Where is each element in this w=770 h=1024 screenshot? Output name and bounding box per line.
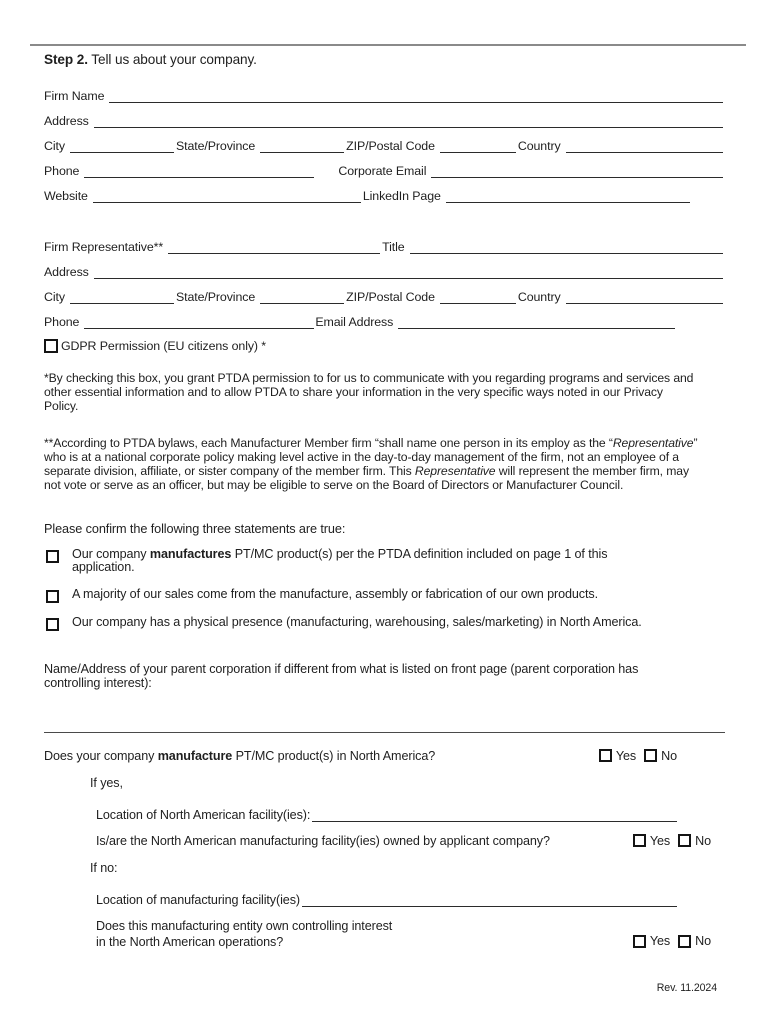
statement-1-text: Our company manufactures PT/MC product(s) per the PTDA definition included on page 1 of this application. — [72, 546, 608, 575]
na-facility-location-input-line[interactable] — [312, 807, 677, 822]
parent-corporation-text: Name/Address of your parent corporation if different from what is listed on front page (parent corporation has controlling interest): — [44, 662, 639, 690]
owned-yes-no-group — [633, 834, 711, 848]
statement-3-text: Our company has a physical presence (manufacturing, warehousing, sales/marketing) in North America. — [72, 615, 642, 630]
rep-state-input-line[interactable] — [260, 289, 344, 304]
owned-no-label: No — [695, 833, 711, 848]
firm-name-label: Firm Name — [44, 89, 105, 103]
gdpr-checkbox[interactable] — [44, 339, 58, 353]
step-heading — [44, 52, 725, 68]
statement-3-checkbox[interactable] — [46, 618, 59, 631]
gdpr-row — [44, 337, 725, 355]
statement-1-checkbox[interactable] — [46, 550, 59, 563]
statement-2-text: A majority of our sales come from the manufacture, assembly or fabrication of our own products. — [72, 587, 598, 602]
company-city-row — [44, 128, 725, 153]
rep-city-row — [44, 279, 725, 304]
na-facility-location-label: Location of North American facility(ies): — [96, 807, 311, 822]
manufacture-yes-label: Yes — [615, 748, 637, 763]
owned-yes-label: Yes — [649, 833, 671, 848]
rep-title-label: Title — [382, 240, 405, 254]
rep-address-label: Address — [44, 265, 89, 279]
controlling-question-text: Does this manufacturing entity own controlling interest in the North American operations? — [96, 918, 393, 950]
rep-phone-row — [44, 304, 725, 329]
mfg-facility-location-input-line[interactable] — [302, 892, 677, 907]
owned-question-row — [96, 834, 725, 848]
company-address-input-line[interactable] — [94, 113, 723, 128]
bylaws-footnote: **According to PTDA bylaws, each Manufacturer Member firm “shall name one person in its employ as the “Representative” who is at a national corporate policy making level active in the day-to-day management of the firm, not an employee of a separate division, affiliate, or sister company of the member firm. This Representative will represent the member firm, may not vote or serve as an officer, but may be eligible to serve on the Board of Directors or Manufacturer Council. — [44, 436, 698, 492]
rep-zip-label: ZIP/Postal Code — [346, 290, 435, 304]
rep-city-input-line[interactable] — [70, 289, 174, 304]
revision-stamp: Rev. 11.2024 — [656, 982, 717, 994]
section-gap — [44, 203, 725, 229]
manufacture-no-checkbox[interactable] — [644, 749, 657, 762]
manufacture-yes-no-group — [599, 749, 677, 763]
rep-country-label: Country — [517, 290, 561, 304]
rep-title-input-line[interactable] — [410, 239, 723, 254]
statement-row-3 — [44, 616, 725, 631]
confirm-intro: Please confirm the following three statements are true: — [44, 521, 346, 536]
owned-no-checkbox[interactable] — [678, 834, 691, 847]
company-phone-input-line[interactable] — [84, 163, 314, 178]
rep-country-input-line[interactable] — [566, 289, 723, 304]
company-zip-input-line[interactable] — [440, 138, 516, 153]
manufacture-question-text: Does your company manufacture PT/MC product(s) in North America? — [44, 748, 436, 763]
company-country-input-line[interactable] — [566, 138, 723, 153]
statement-2-checkbox[interactable] — [46, 590, 59, 603]
na-facility-location-row — [96, 798, 725, 822]
rep-city-label: City — [44, 290, 65, 304]
website-label: Website — [44, 189, 88, 203]
controlling-yes-no-group — [633, 933, 711, 950]
rep-address-row — [44, 254, 725, 279]
manufacture-yes-checkbox[interactable] — [599, 749, 612, 762]
company-address-row — [44, 103, 725, 128]
statement-row-2 — [44, 588, 725, 603]
corporate-email-input-line[interactable] — [431, 163, 723, 178]
company-state-label: State/Province — [175, 139, 256, 153]
gdpr-label: GDPR Permission (EU citizens only) * — [61, 339, 267, 353]
website-input-line[interactable] — [93, 188, 361, 203]
step-title: Tell us about your company. — [87, 52, 257, 67]
rep-phone-label: Phone — [44, 315, 80, 329]
controlling-no-label: No — [695, 934, 711, 949]
rep-email-input-line[interactable] — [398, 314, 675, 329]
rep-name-label: Firm Representative** — [44, 240, 164, 254]
gdpr-footnote: *By checking this box, you grant PTDA permission to for us to communicate with you regarding programs and services and other essential information and to allow PTDA to share your information in the very specific ways noted in our Privacy Policy. — [44, 371, 694, 413]
step-number: Step 2. — [44, 52, 88, 67]
section-divider — [44, 732, 725, 733]
manufacture-no-label: No — [661, 748, 677, 763]
phone-email-gap — [316, 164, 338, 178]
controlling-yes-label: Yes — [649, 934, 671, 949]
mfg-facility-location-row — [96, 883, 725, 907]
rep-zip-input-line[interactable] — [440, 289, 516, 304]
rep-address-input-line[interactable] — [94, 264, 723, 279]
company-phone-label: Phone — [44, 164, 80, 178]
controlling-yes-checkbox[interactable] — [633, 935, 646, 948]
website-row — [44, 178, 725, 203]
controlling-no-checkbox[interactable] — [678, 935, 691, 948]
company-zip-label: ZIP/Postal Code — [346, 139, 435, 153]
corporate-email-label: Corporate Email — [338, 164, 427, 178]
rep-phone-input-line[interactable] — [84, 314, 314, 329]
rep-name-row — [44, 229, 725, 254]
company-state-input-line[interactable] — [260, 138, 344, 153]
manufacture-question-row — [44, 749, 725, 763]
if-no-label: If no: — [90, 860, 118, 875]
company-city-input-line[interactable] — [70, 138, 174, 153]
rep-name-input-line[interactable] — [168, 239, 380, 254]
controlling-question-row — [96, 918, 725, 951]
rep-email-label: Email Address — [315, 315, 394, 329]
firm-name-row — [44, 78, 725, 103]
owned-yes-checkbox[interactable] — [633, 834, 646, 847]
linkedin-input-line[interactable] — [446, 188, 690, 203]
if-yes-label: If yes, — [90, 775, 123, 790]
company-country-label: Country — [517, 139, 561, 153]
mfg-facility-location-label: Location of manufacturing facility(ies) — [96, 892, 300, 907]
top-divider — [30, 44, 746, 46]
company-address-label: Address — [44, 114, 89, 128]
rep-state-label: State/Province — [175, 290, 256, 304]
firm-name-input-line[interactable] — [109, 88, 723, 103]
linkedin-label: LinkedIn Page — [362, 189, 441, 203]
company-phone-row — [44, 153, 725, 178]
owned-question-text: Is/are the North American manufacturing facility(ies) owned by applicant company? — [96, 833, 550, 848]
company-city-label: City — [44, 139, 65, 153]
statement-row-1 — [44, 548, 725, 576]
